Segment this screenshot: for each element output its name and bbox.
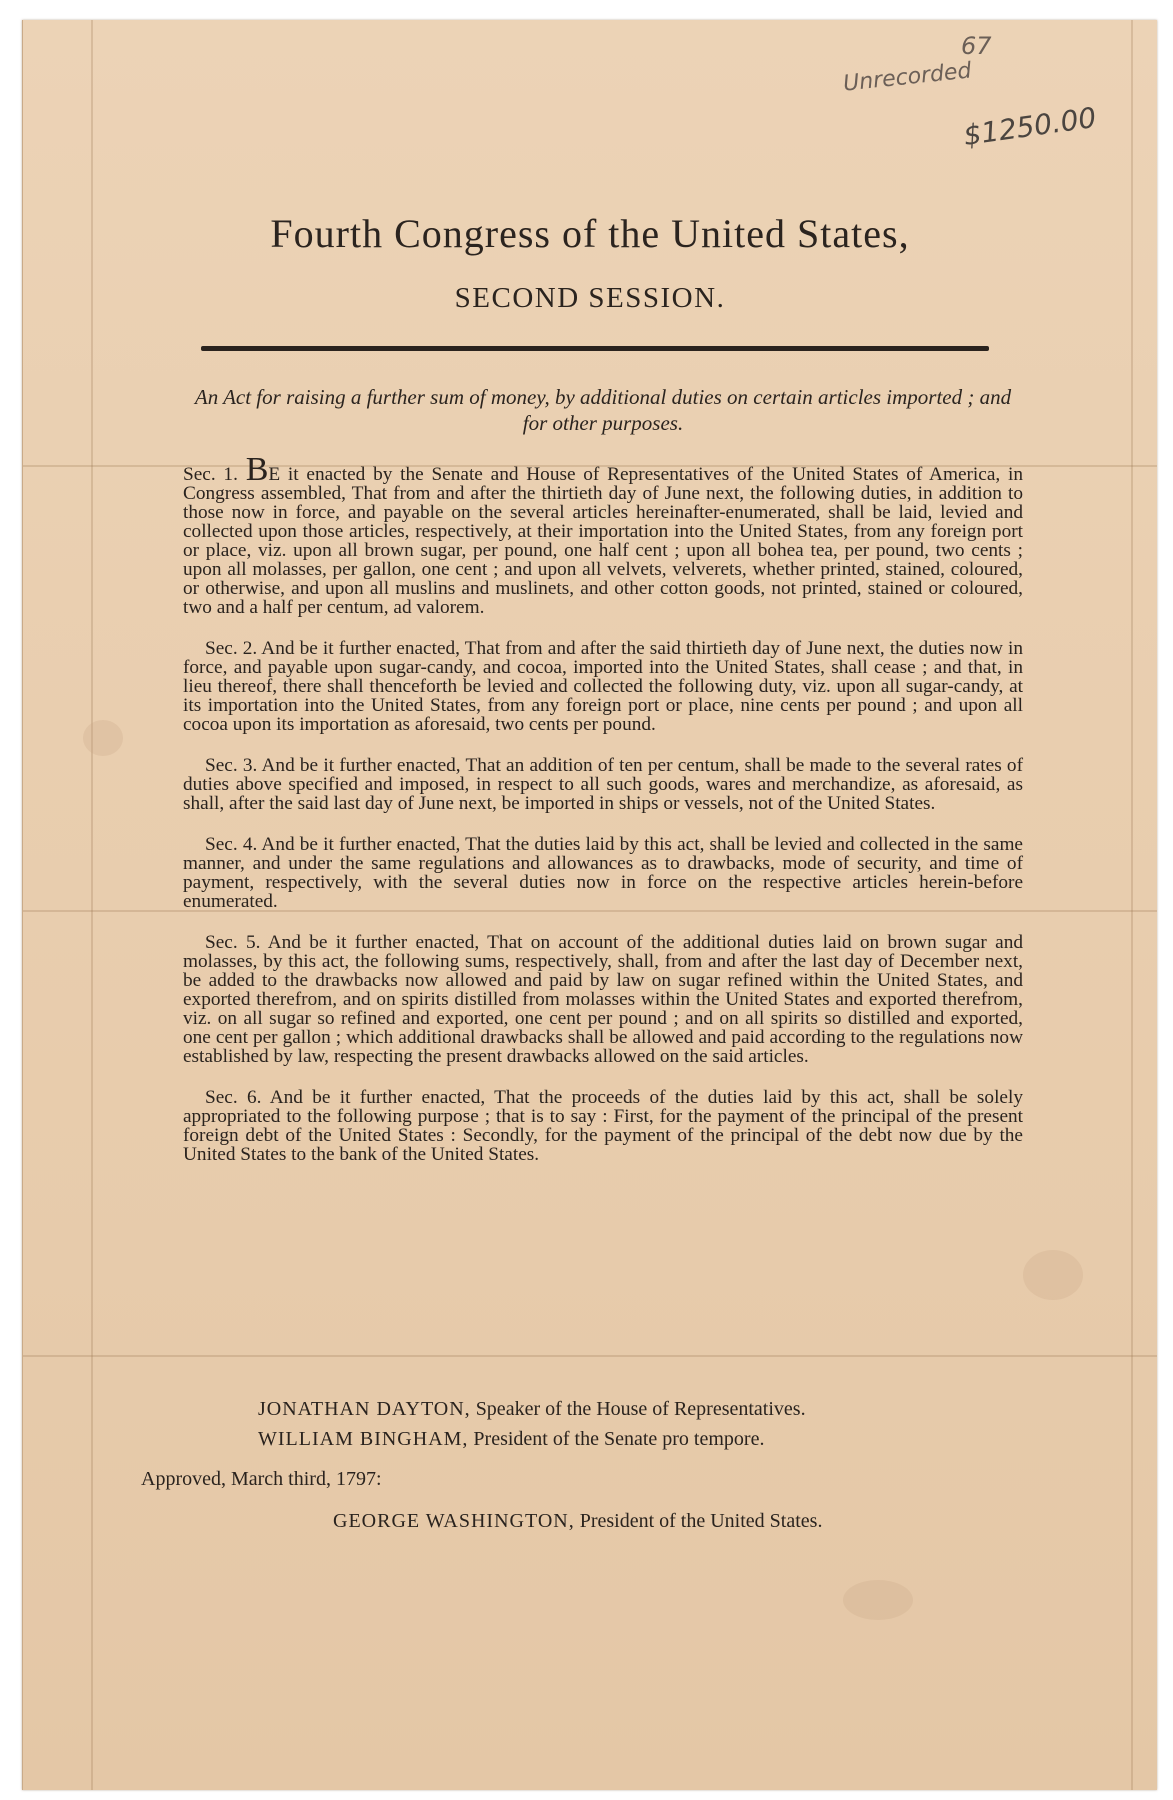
president-title: President of the United States.	[579, 1510, 823, 1532]
section-2	[183, 639, 1023, 734]
section-text: And be it further enacted, That the duties laid by this act, shall be levied and collected in the same manner, and under the same regulations and allowances as to drawbacks, mode of security, and time of payment, respectively, with the several duties now in force on the respective articles herein-before enumerated.	[183, 834, 1023, 912]
speaker-name: JONATHAN DAYTON,	[258, 1398, 471, 1420]
section-6	[183, 1088, 1023, 1164]
section-label: Sec. 1.	[183, 464, 238, 485]
pencil-status: Unrecorded	[842, 58, 973, 97]
pencil-price: $1250.00	[961, 100, 1099, 153]
section-4	[183, 835, 1023, 911]
president-name: GEORGE WASHINGTON,	[333, 1510, 575, 1532]
session-heading: SECOND SESSION.	[454, 282, 726, 314]
section-label: Sec. 6.	[205, 1087, 262, 1108]
title-rule	[201, 346, 989, 351]
pencil-number: 67	[961, 32, 992, 60]
section-text: E it enacted by the Senate and House of Representatives of the United States of America, in Congress assembled, That from and after the thirtieth day of June next, the following duties, in addition to those now in force, and payable on the several articles hereinafter-enumerated, shall be laid, levied and collected upon those articles, respectively, at their importation into the United States, from any foreign port or place, viz. upon all brown sugar, per pound, one half cent ; upon all bohea tea, per pound, two cents ; upon all molasses, per gallon, one cent ; and upon all velvets, velverets, whether printed, stained, coloured, or otherwise, and upon all muslins and muslinets, and other cotton goods, not printed, stained or coloured, two and a half per centum, ad valorem.	[183, 464, 1023, 618]
section-1	[183, 451, 1023, 618]
approval-line: Approved, March third, 1797:	[141, 1468, 382, 1490]
section-3	[183, 756, 1023, 813]
section-text: And be it further enacted, That on account of the additional duties laid on brown sugar and molasses, by this act, the following sums, respectively, shall, from and after the last day of December next, be added to the drawbacks now allowed and paid by law on sugar refined within the United States, and exported therefrom, and on spirits distilled from molasses within the United States and exported therefrom, viz. on all sugar so refined and exported, one cent per pound ; and on all spirits so distilled and exported, one cent per gallon ; which additional drawbacks shall be allowed and paid according to the regulations now established by law, respecting the present drawbacks allowed on the said articles.	[183, 932, 1023, 1067]
fold-line	[23, 1355, 1157, 1357]
section-label: Sec. 4.	[205, 834, 258, 855]
section-5	[183, 933, 1023, 1066]
senate-signature	[258, 1428, 764, 1451]
section-label: Sec. 3.	[205, 755, 258, 776]
president-signature	[333, 1510, 822, 1533]
speaker-title: Speaker of the House of Representatives.	[475, 1398, 806, 1420]
drop-cap: B	[245, 451, 269, 488]
section-label: Sec. 5.	[205, 932, 261, 953]
senate-president-title: President of the Senate pro tempore.	[473, 1428, 765, 1450]
paper-stain	[83, 720, 123, 756]
act-title: An Act for raising a further sum of money, by additional duties on certain articles imported ; and for other purposes.	[194, 385, 1012, 435]
paper-stain	[843, 1580, 913, 1620]
document-title: Fourth Congress of the United States,	[270, 211, 910, 256]
section-text: And be it further enacted, That from and after the said thirtieth day of June next, the duties now in force, and payable upon sugar-candy, and cocoa, imported into the United States, shall cease ; and that, in lieu thereof, there shall thenceforth be levied and collected the following duty, viz. upon all sugar-candy, at its importation into the United States, from any foreign port or place, nine cents per pound ; and upon all cocoa upon its importation as aforesaid, two cents per pound.	[183, 638, 1023, 735]
section-label: Sec. 2.	[205, 638, 258, 659]
senate-president-name: WILLIAM BINGHAM,	[258, 1428, 469, 1450]
act-body	[183, 451, 1023, 1186]
document-sheet	[22, 20, 1157, 1790]
section-text: And be it further enacted, That an addition of ten per centum, shall be made to the several rates of duties above specified and imposed, in respect to all such goods, wares and merchandize, as aforesaid, as shall, after the said last day of June next, be imported in ships or vessels, not of the United States.	[183, 755, 1023, 814]
section-text: And be it further enacted, That the proceeds of the duties laid by this act, shall be solely appropriated to the following purpose ; that is to say : First, for the payment of the principal of the present foreign debt of the United States : Secondly, for the payment of the principal of the debt now due by the United States to the bank of the United States.	[183, 1087, 1023, 1165]
paper-stain	[1023, 1250, 1083, 1300]
speaker-signature	[258, 1398, 806, 1421]
